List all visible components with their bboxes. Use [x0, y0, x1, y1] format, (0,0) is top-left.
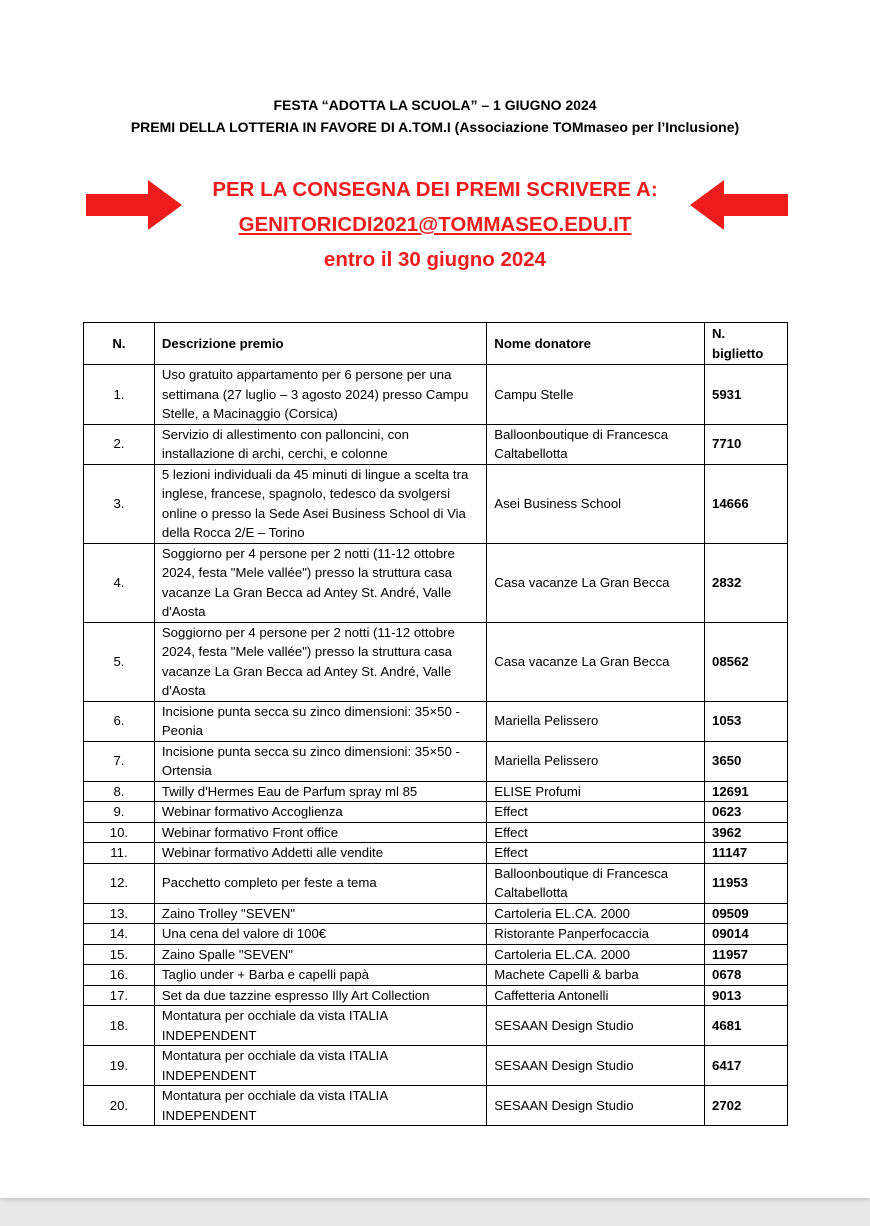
- prize-donor: SESAAN Design Studio: [487, 1046, 705, 1086]
- prize-donor: Balloonboutique di Francesca Caltabellotta: [487, 424, 705, 464]
- prize-donor: Casa vacanze La Gran Becca: [487, 543, 705, 622]
- prize-description: Incisione punta secca su zinco dimensioni: 35×50 - Peonia: [154, 701, 486, 741]
- prize-description: Taglio under + Barba e capelli papà: [154, 965, 486, 986]
- table-header-row: [84, 323, 788, 365]
- table-row: [84, 365, 788, 425]
- table-row: [84, 1086, 788, 1126]
- prize-donor: Machete Capelli & barba: [487, 965, 705, 986]
- prize-number: 2.: [84, 424, 155, 464]
- prize-ticket: 14666: [705, 464, 788, 543]
- prize-ticket: 11957: [705, 944, 788, 965]
- prize-ticket: 0623: [705, 802, 788, 823]
- header-number: N.: [84, 323, 155, 365]
- prize-description: Uso gratuito appartamento per 6 persone per una settimana (27 luglio – 3 agosto 2024) presso Campu Stelle, a Macinaggio (Corsica): [154, 365, 486, 425]
- table-row: [84, 1046, 788, 1086]
- prize-donor: Casa vacanze La Gran Becca: [487, 622, 705, 701]
- prize-number: 8.: [84, 781, 155, 802]
- table-row: [84, 701, 788, 741]
- prize-ticket: 3650: [705, 741, 788, 781]
- prize-number: 6.: [84, 701, 155, 741]
- prize-number: 14.: [84, 924, 155, 945]
- prize-ticket: 0678: [705, 965, 788, 986]
- prize-description: Montatura per occhiale da vista ITALIA INDEPENDENT: [154, 1086, 486, 1126]
- prize-number: 3.: [84, 464, 155, 543]
- prize-description: Montatura per occhiale da vista ITALIA INDEPENDENT: [154, 1046, 486, 1086]
- prize-number: 12.: [84, 863, 155, 903]
- table-row: [84, 944, 788, 965]
- prize-number: 18.: [84, 1006, 155, 1046]
- prize-description: Webinar formativo Addetti alle vendite: [154, 843, 486, 864]
- prize-description: Twilly d'Hermes Eau de Parfum spray ml 85: [154, 781, 486, 802]
- table-row: [84, 863, 788, 903]
- table-row: [84, 622, 788, 701]
- prize-description: Soggiorno per 4 persone per 2 notti (11-12 ottobre 2024, festa "Mele vallée") presso la struttura casa vacanze La Gran Becca ad Antey St. André, Valle d'Aosta: [154, 622, 486, 701]
- prize-donor: SESAAN Design Studio: [487, 1086, 705, 1126]
- prizes-table: [83, 322, 788, 1126]
- prize-ticket: 09014: [705, 924, 788, 945]
- prize-donor: ELISE Profumi: [487, 781, 705, 802]
- prize-number: 13.: [84, 903, 155, 924]
- prize-description: 5 lezioni individuali da 45 minuti di lingue a scelta tra inglese, francese, spagnolo, tedesco da svolgersi online o presso la Sede Asei Business School di Via della Rocca 2/E – Torino: [154, 464, 486, 543]
- lottery-subtitle: PREMI DELLA LOTTERIA IN FAVORE DI A.TOM.I (Associazione TOMmaseo per l’Inclusione): [130, 119, 740, 135]
- prize-number: 19.: [84, 1046, 155, 1086]
- prize-ticket: 09509: [705, 903, 788, 924]
- table-row: [84, 802, 788, 823]
- prize-donor: Campu Stelle: [487, 365, 705, 425]
- prize-description: Zaino Spalle "SEVEN": [154, 944, 486, 965]
- prize-donor: SESAAN Design Studio: [487, 1006, 705, 1046]
- prize-donor: Effect: [487, 802, 705, 823]
- prize-ticket: 5931: [705, 365, 788, 425]
- prize-donor: Effect: [487, 843, 705, 864]
- prize-description: Zaino Trolley "SEVEN": [154, 903, 486, 924]
- prize-description: Pacchetto completo per feste a tema: [154, 863, 486, 903]
- prize-number: 7.: [84, 741, 155, 781]
- prize-number: 5.: [84, 622, 155, 701]
- prize-ticket: 7710: [705, 424, 788, 464]
- header-description: Descrizione premio: [154, 323, 486, 365]
- prize-ticket: 2702: [705, 1086, 788, 1126]
- table-row: [84, 822, 788, 843]
- prize-description: Incisione punta secca su zinco dimensioni: 35×50 - Ortensia: [154, 741, 486, 781]
- prize-number: 10.: [84, 822, 155, 843]
- prize-ticket: 6417: [705, 1046, 788, 1086]
- prize-donor: Caffetteria Antonelli: [487, 985, 705, 1006]
- prize-ticket: 12691: [705, 781, 788, 802]
- prize-donor: Cartoleria EL.CA. 2000: [487, 903, 705, 924]
- prize-ticket: 11953: [705, 863, 788, 903]
- table-row: [84, 924, 788, 945]
- prize-description: Set da due tazzine espresso Illy Art Collection: [154, 985, 486, 1006]
- prize-description: Soggiorno per 4 persone per 2 notti (11-12 ottobre 2024, festa "Mele vallée") presso la struttura casa vacanze La Gran Becca ad Antey St. André, Valle d'Aosta: [154, 543, 486, 622]
- prize-ticket: 9013: [705, 985, 788, 1006]
- table-row: [84, 1006, 788, 1046]
- table-row: [84, 781, 788, 802]
- prize-donor: Effect: [487, 822, 705, 843]
- table-row: [84, 965, 788, 986]
- notice-instruction: PER LA CONSEGNA DEI PREMI SCRIVERE A:: [212, 178, 658, 201]
- table-row: [84, 424, 788, 464]
- prize-donor: Balloonboutique di Francesca Caltabellotta: [487, 863, 705, 903]
- prize-ticket: 2832: [705, 543, 788, 622]
- header-donor: Nome donatore: [487, 323, 705, 365]
- prize-donor: Cartoleria EL.CA. 2000: [487, 944, 705, 965]
- prize-number: 11.: [84, 843, 155, 864]
- prize-description: Servizio di allestimento con palloncini, con installazione di archi, cerchi, e colonne: [154, 424, 486, 464]
- prize-ticket: 4681: [705, 1006, 788, 1046]
- prize-number: 4.: [84, 543, 155, 622]
- prize-donor: Ristorante Panperfocaccia: [487, 924, 705, 945]
- arrow-left-icon: [690, 180, 788, 230]
- table-row: [84, 741, 788, 781]
- prize-number: 20.: [84, 1086, 155, 1126]
- prize-description: Una cena del valore di 100€: [154, 924, 486, 945]
- prize-ticket: 08562: [705, 622, 788, 701]
- prize-description: Webinar formativo Front office: [154, 822, 486, 843]
- prize-description: Webinar formativo Accoglienza: [154, 802, 486, 823]
- header-ticket: N. biglietto: [705, 323, 788, 365]
- table-row: [84, 843, 788, 864]
- prize-donor: Mariella Pelissero: [487, 741, 705, 781]
- table-row: [84, 464, 788, 543]
- contact-email-link[interactable]: GENITORICDI2021@TOMMASEO.EDU.IT: [238, 213, 632, 236]
- notice-deadline: entro il 30 giugno 2024: [323, 248, 547, 271]
- prize-number: 1.: [84, 365, 155, 425]
- event-title: FESTA “ADOTTA LA SCUOLA” – 1 GIUGNO 2024: [273, 97, 597, 113]
- prize-description: Montatura per occhiale da vista ITALIA INDEPENDENT: [154, 1006, 486, 1046]
- prize-number: 9.: [84, 802, 155, 823]
- table-row: [84, 543, 788, 622]
- prize-ticket: 11147: [705, 843, 788, 864]
- prizes-table-body: [84, 365, 788, 1126]
- table-row: [84, 985, 788, 1006]
- prize-number: 15.: [84, 944, 155, 965]
- table-row: [84, 903, 788, 924]
- prize-donor: Mariella Pelissero: [487, 701, 705, 741]
- prize-ticket: 3962: [705, 822, 788, 843]
- prize-donor: Asei Business School: [487, 464, 705, 543]
- document-header: [0, 94, 870, 138]
- prize-number: 16.: [84, 965, 155, 986]
- prize-ticket: 1053: [705, 701, 788, 741]
- prize-number: 17.: [84, 985, 155, 1006]
